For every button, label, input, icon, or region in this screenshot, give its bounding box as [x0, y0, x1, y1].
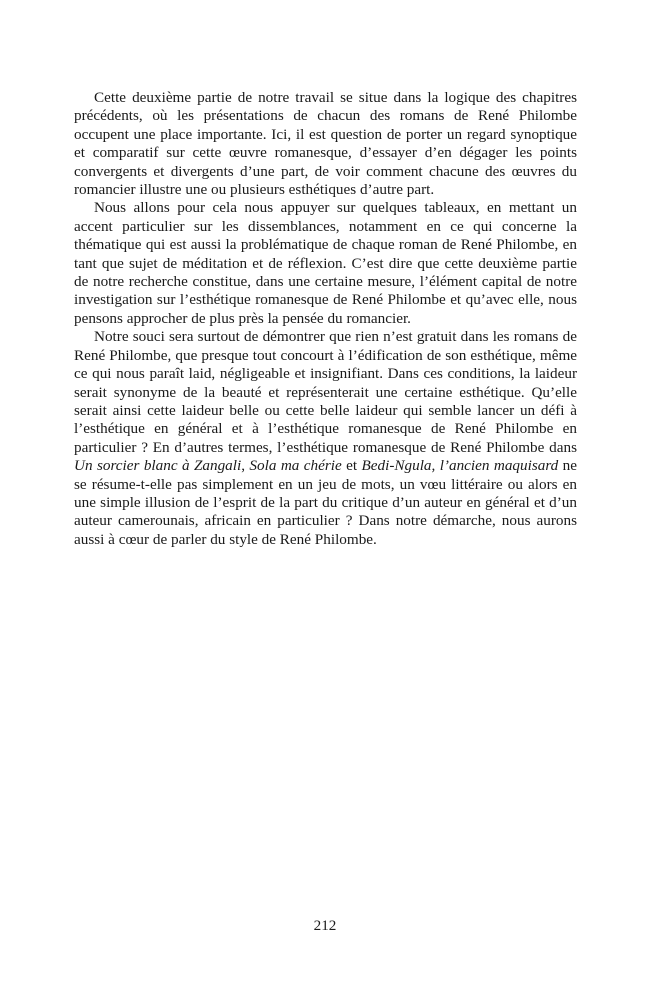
paragraph — [74, 328, 577, 549]
paragraph-text: et — [341, 457, 362, 475]
paragraph — [74, 199, 577, 328]
book-title: Un sorcier blanc à Zangali — [74, 457, 242, 475]
page-number: 212 — [313, 917, 337, 934]
paragraph-text: Cette deuxième partie de notre travail se situe dans la logique des chapitres précédents, où les présentations de chacun des romans de René Philombe occupent une place importante. Ici, il est question de porter un regard synoptique et comparatif sur cette œuvre romanesque, d’essayer d’en dégager les points convergents et divergents d’une part, de voir comment chacune des œuvres du romancier illustre une ou plusieurs esthétiques d’autre part. — [74, 89, 577, 199]
book-title: Sola ma chérie — [249, 457, 342, 475]
book-title: Bedi-Ngula, l’ancien maquisard — [361, 457, 559, 475]
paragraph-text: , — [241, 457, 250, 475]
paragraph — [74, 89, 577, 199]
body-text — [74, 89, 577, 549]
paragraph-text: Nous allons pour cela nous appuyer sur quelques tableaux, en mettant un accent particulier sur les dissemblances, notamment en ce qui concerne la thématique qui est aussi la problématique de chaque roman de René Philombe, en tant que sujet de méditation et de réflexion. C’est dire que cette deuxième partie de notre recherche constitue, dans une certaine mesure, l’élément capital de notre investigation sur l’esthétique romanesque de René Philombe et qu’avec elle, nous pensons approcher de plus près la pensée du romancier. — [74, 199, 577, 327]
paragraph-text: ne se résume-t-elle pas simplement en un jeu de mots, un vœu littéraire ou alors en une simple illusion de l’esprit de la part du critique d’un auteur en général et d’un auteur camerounais, africain en particulier ? Dans notre démarche, nous aurons aussi à cœur de parler du style de René Philombe. — [74, 457, 578, 548]
paragraph-text: Notre souci sera surtout de démontrer que rien n’est gratuit dans les romans de René Philombe, que presque tout concourt à l’édification de son esthétique, même ce qui nous paraît laid, négligeable et insignifiant. Dans ces conditions, la laideur serait synonyme de la beauté et représenterait une certaine esthétique. Qu’elle serait ainsi cette laideur belle ou cette belle laideur qui semble lancer un défi à l’esthétique en général et à l’esthétique romanesque de René Philombe en particulier ? En d’autres termes, l’esthétique romanesque de René Philombe dans — [74, 328, 577, 456]
